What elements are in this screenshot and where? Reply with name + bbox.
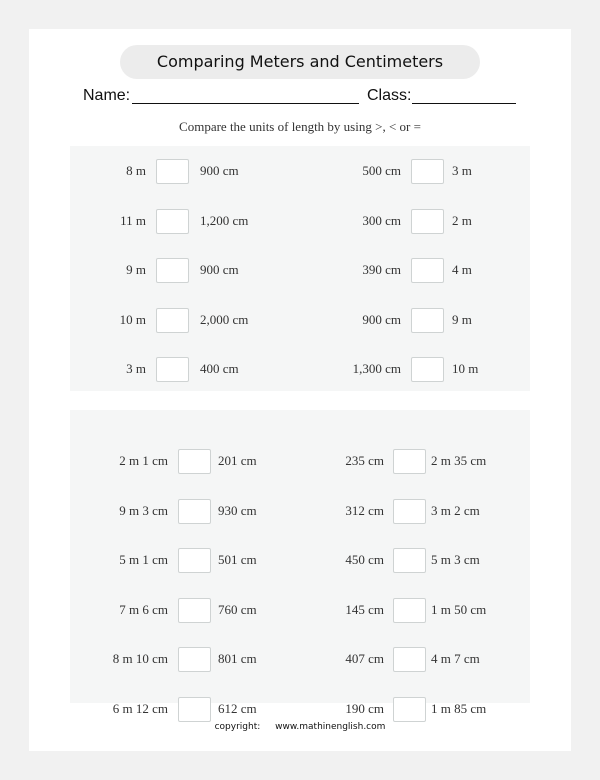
right-value: 2,000 cm [200,311,249,327]
left-value: 7 m 6 cm [119,601,168,617]
right-value: 930 cm [218,502,257,518]
right-value: 900 cm [200,163,239,178]
section-2-panel [70,410,530,716]
right-value: 3 m 2 cm [431,502,480,518]
right-value: 3 m [452,163,472,178]
answer-box[interactable] [411,159,444,184]
left-value: 235 cm [345,453,384,468]
page-title: Comparing Meters and Centimeters [120,45,480,79]
right-value: 9 m [452,311,472,327]
left-value: 500 cm [362,163,401,178]
left-value: 1,300 cm [352,361,401,376]
left-value: 8 m [126,163,146,178]
site-link[interactable]: www.mathinenglish.com [275,722,386,732]
answer-box[interactable] [393,499,426,524]
right-value: 760 cm [218,601,257,617]
right-value: 1 m 85 cm [431,700,487,716]
section-1-panel [70,146,530,391]
left-value: 3 m [126,361,146,376]
right-value: 400 cm [200,361,239,376]
right-value: 5 m 3 cm [431,552,480,567]
right-value: 10 m [452,361,479,376]
answer-box[interactable] [411,308,444,333]
name-blank[interactable] [132,103,359,104]
class-label: Class: [367,87,412,104]
right-value: 2 m 35 cm [431,453,487,468]
left-value: 300 cm [362,212,401,228]
left-value: 145 cm [345,601,384,617]
left-value: 11 m [120,212,146,228]
worksheet-page [29,29,571,751]
right-value: 1 m 50 cm [431,601,487,617]
right-value: 501 cm [218,552,257,567]
left-value: 390 cm [362,262,401,277]
answer-box[interactable] [393,697,426,722]
answer-box[interactable] [393,598,426,623]
right-value: 201 cm [218,453,257,468]
right-value: 4 m 7 cm [431,651,480,666]
left-value: 407 cm [345,651,384,666]
right-value: 1,200 cm [200,212,249,228]
left-value: 9 m 3 cm [119,502,168,518]
left-value: 5 m 1 cm [119,552,168,567]
left-value: 312 cm [345,502,384,518]
answer-box[interactable] [393,647,426,672]
left-value: 2 m 1 cm [119,453,168,468]
answer-box[interactable] [393,449,426,474]
class-blank[interactable] [412,103,516,104]
left-value: 10 m [119,311,146,327]
left-value: 190 cm [345,700,384,716]
right-value: 4 m [452,262,472,277]
left-value: 8 m 10 cm [112,651,168,666]
answer-box[interactable] [393,548,426,573]
left-value: 9 m [126,262,146,277]
right-value: 900 cm [200,262,239,277]
right-value: 612 cm [218,700,257,716]
answer-box[interactable] [411,357,444,382]
left-value: 900 cm [362,311,401,327]
answer-box[interactable] [411,258,444,283]
right-value: 2 m [452,212,472,228]
left-value: 6 m 12 cm [112,700,168,716]
instructions: Compare the units of length by using >, < or = [179,119,421,134]
copyright-label: copyright: [214,722,261,732]
answer-box[interactable] [411,209,444,234]
right-value: 801 cm [218,651,257,666]
name-label: Name: [83,87,131,104]
left-value: 450 cm [345,552,384,567]
footer [29,722,571,732]
